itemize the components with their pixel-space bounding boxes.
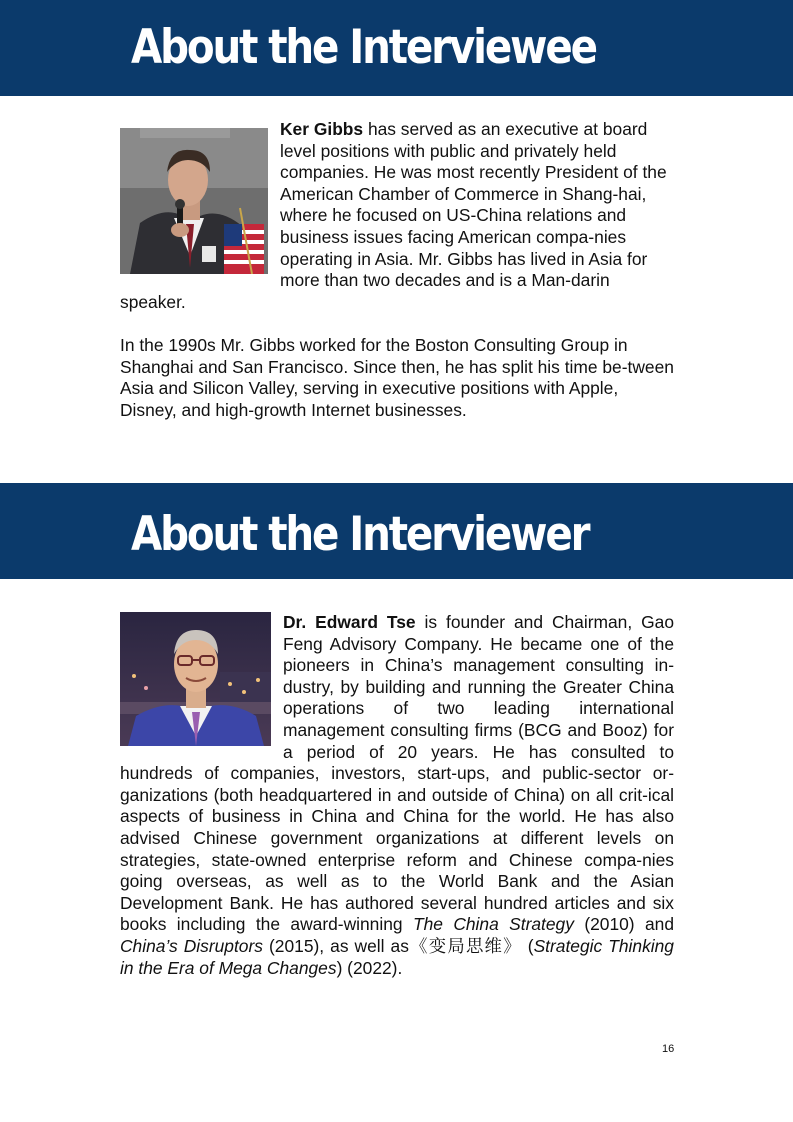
interviewee-name: Ker Gibbs — [280, 119, 364, 139]
interviewer-bio-a: is founder and Chairman, Gao Feng Advisory Company. He became one of the pioneers in China’s management consulting in-dustry, by building and running the Greater China operations of two leading international management consulting firms (BCG and Booz) for a period of 20 years. He has consulted to hundreds of companies, investors, start-ups, and public-sector or-ganizations (both headquartered in and outside of China) on all crit-ical aspects of business in China and China for the world. He has also advised Chinese government organizations at different levels on strategies, state-owned enterprise reform and Chinese compa-nies going overseas, as well as to the World Bank and the Asian Development Bank. He has authored several hundred articles and six books including the award-winning — [120, 612, 674, 935]
interviewer-photo — [120, 612, 271, 746]
interviewee-banner — [0, 0, 793, 96]
interviewee-heading: About the Interviewee — [131, 20, 596, 75]
interviewer-section — [120, 612, 674, 979]
book-title-strategic-thinking: Strategic Thinking in the Era of Mega Changes — [120, 935, 674, 978]
interviewer-bio-d: ) (2022). — [336, 957, 403, 978]
interviewee-bio-part1: has served as an executive at board level positions with public and privately held companies. He was most recently President of the American Chamber of Commerce in Shang-hai, where he focused on US-China relations and business issues facing American compa-nies operating in Asia. Mr. Gibbs has lived in Asia for more than two decades and is a Man-darin speaker. — [120, 119, 667, 312]
interviewee-photo — [120, 128, 268, 274]
interviewee-section — [120, 119, 674, 421]
interviewer-name: Dr. Edward Tse — [283, 612, 416, 632]
interviewer-bio-b: (2010) and — [573, 914, 674, 935]
book-title-chinas-disruptors: China’s Disruptors — [120, 935, 263, 956]
interviewee-bio-part2: In the 1990s Mr. Gibbs worked for the Boston Consulting Group in Shanghai and San Francisco. Since then, he has split his time be-tween Asia and Silicon Valley, serving in executive positions with Apple, Disney, and high-growth Internet businesses. — [120, 334, 674, 420]
interviewer-bio-c: (2015), as well as《变局思维》 ( — [262, 935, 534, 956]
interviewer-heading: About the Interviewer — [131, 507, 589, 562]
interviewer-banner — [0, 483, 793, 579]
book-title-china-strategy: The China Strategy — [412, 914, 574, 935]
page-number: 16 — [662, 1043, 675, 1055]
